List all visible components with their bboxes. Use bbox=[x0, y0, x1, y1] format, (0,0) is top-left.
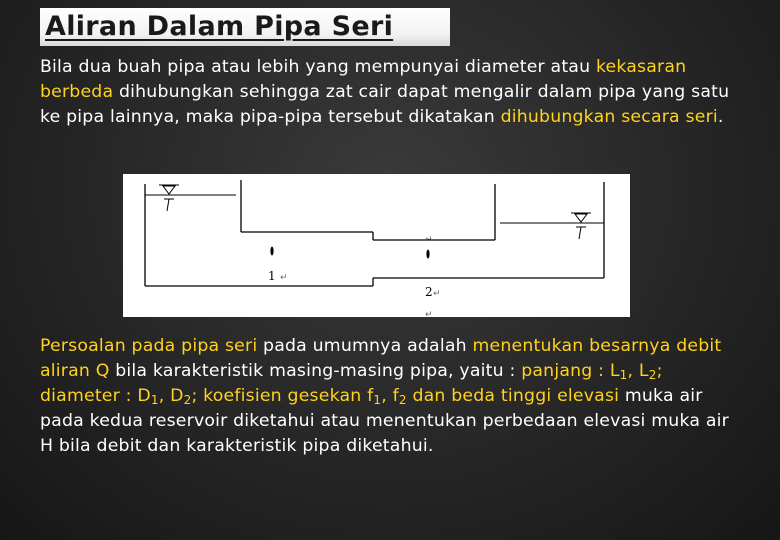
water-level-marker-left bbox=[159, 185, 179, 211]
highlighted-text: 1 bbox=[373, 393, 382, 407]
highlighted-text: Persoalan pada pipa seri bbox=[40, 336, 258, 356]
section-mark-1 bbox=[270, 247, 273, 256]
body-text: muka air pada kedua reservoir diketahui atau menentukan perbedaan elevasi muka air H bila debit dan karakteristik pipa diketahui. bbox=[40, 386, 729, 456]
highlighted-text: 1 bbox=[150, 393, 159, 407]
highlighted-text: menentukan besarnya debit aliran Q bbox=[40, 336, 722, 381]
return-mark: ↵ bbox=[433, 289, 441, 299]
series-pipe-figure bbox=[123, 174, 630, 317]
highlighted-text: 1 bbox=[619, 368, 628, 382]
highlighted-text: 2 bbox=[648, 368, 657, 382]
slide-title: Aliran Dalam Pipa Seri bbox=[45, 11, 394, 42]
highlighted-text: kekasaran berbeda bbox=[40, 57, 687, 102]
return-mark: ↵ bbox=[425, 310, 433, 317]
body-text: dihubungkan sehingga zat cair dapat mengalir dalam pipa yang satu ke pipa lainnya, maka pipa-pipa tersebut dikatakan bbox=[40, 82, 730, 127]
highlighted-text: ; koefisien gesekan f bbox=[191, 386, 374, 406]
highlighted-text: 2 bbox=[398, 393, 407, 407]
title-bar bbox=[40, 8, 450, 46]
body-text: pada umumnya adalah bbox=[257, 336, 473, 356]
series-pipe-diagram bbox=[123, 174, 630, 317]
paragraph-intro bbox=[40, 55, 740, 130]
pipe-1-label: 1 bbox=[268, 269, 276, 283]
highlighted-text: dan beda tinggi elevasi bbox=[406, 386, 620, 406]
highlighted-text: panjang : L bbox=[521, 361, 620, 381]
highlighted-text: 2 bbox=[183, 393, 192, 407]
return-mark: ↵ bbox=[425, 235, 433, 245]
return-mark: ↵ bbox=[280, 273, 288, 283]
highlighted-text: dihubungkan secara seri bbox=[500, 107, 718, 127]
water-level-marker-right bbox=[571, 213, 591, 239]
body-text: . bbox=[717, 107, 724, 127]
pipe-2-label: 2 bbox=[425, 285, 433, 299]
highlighted-text: ; diameter : D bbox=[40, 361, 663, 406]
highlighted-text: , f bbox=[381, 386, 399, 406]
section-mark-2 bbox=[426, 250, 429, 259]
body-text: Bila dua buah pipa atau lebih yang mempunyai diameter atau bbox=[40, 57, 596, 77]
paragraph-problem bbox=[40, 334, 740, 459]
highlighted-text: , L bbox=[627, 361, 649, 381]
highlighted-text: , D bbox=[158, 386, 184, 406]
body-text: bila karakteristik masing-masing pipa, yaitu : bbox=[109, 361, 522, 381]
